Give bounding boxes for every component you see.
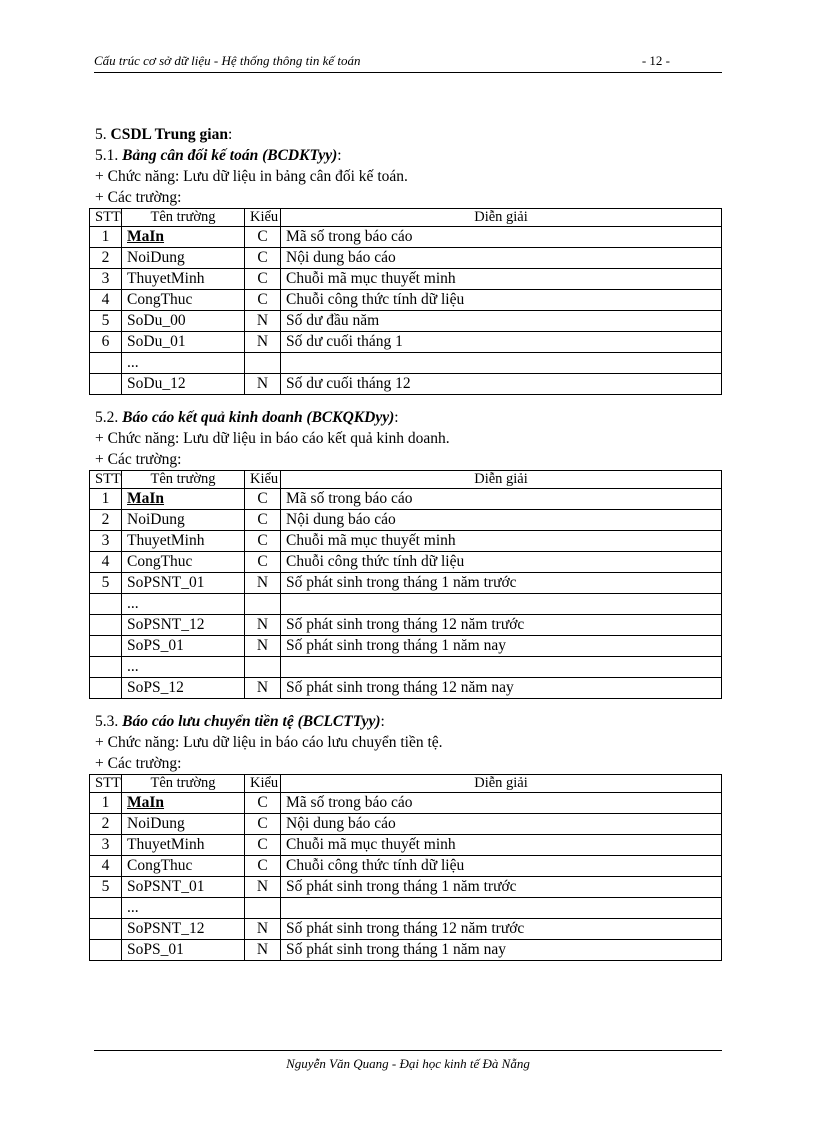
cell-type: C — [245, 227, 281, 248]
cell-field-name: CongThuc — [122, 290, 245, 311]
cell-stt: 5 — [90, 311, 122, 332]
cell-stt: 5 — [90, 573, 122, 594]
cell-type: C — [245, 290, 281, 311]
cell-type: N — [245, 636, 281, 657]
cell-type: N — [245, 877, 281, 898]
cell-stt: 4 — [90, 856, 122, 877]
table-row — [90, 269, 722, 290]
cell-description: Nội dung báo cáo — [281, 248, 722, 269]
column-header-type: Kiểu — [245, 775, 281, 793]
table-row — [90, 290, 722, 311]
cell-stt — [90, 615, 122, 636]
cell-field-name: CongThuc — [122, 552, 245, 573]
cell-field-name: ThuyetMinh — [122, 835, 245, 856]
table-row — [90, 940, 722, 961]
cell-type — [245, 353, 281, 374]
cell-type — [245, 594, 281, 615]
subsection — [95, 145, 730, 395]
page-footer — [94, 1050, 722, 1072]
subsection-number: 5.2. — [95, 409, 119, 426]
cell-type: C — [245, 835, 281, 856]
cell-stt: 4 — [90, 552, 122, 573]
table-row — [90, 657, 722, 678]
cell-description: Nội dung báo cáo — [281, 814, 722, 835]
table-row — [90, 332, 722, 353]
table-row — [90, 793, 722, 814]
page-header — [94, 50, 722, 73]
cell-description: Chuỗi mã mục thuyết minh — [281, 269, 722, 290]
cell-field-name: CongThuc — [122, 856, 245, 877]
cell-field-name: SoDu_00 — [122, 311, 245, 332]
column-header-stt: STT — [90, 209, 122, 227]
footer-text: Nguyễn Văn Quang - Đại học kinh tế Đà Nẵng — [286, 1056, 530, 1071]
cell-stt — [90, 353, 122, 374]
table-row — [90, 835, 722, 856]
table-row — [90, 573, 722, 594]
cell-description — [281, 353, 722, 374]
cell-type: C — [245, 552, 281, 573]
table-header-row — [90, 775, 722, 793]
cell-stt: 1 — [90, 489, 122, 510]
column-header-name: Tên trường — [122, 471, 245, 489]
column-header-type: Kiểu — [245, 471, 281, 489]
column-header-desc: Diễn giải — [281, 209, 722, 227]
column-header-stt: STT — [90, 471, 122, 489]
cell-stt — [90, 594, 122, 615]
cell-description: Số phát sinh trong tháng 1 năm nay — [281, 940, 722, 961]
function-description: + Chức năng: Lưu dữ liệu in báo cáo kết quả kinh doanh. — [95, 430, 450, 447]
cell-field-name: NoiDung — [122, 814, 245, 835]
cell-description: Số phát sinh trong tháng 12 năm trước — [281, 615, 722, 636]
cell-description: Số phát sinh trong tháng 12 năm nay — [281, 678, 722, 699]
cell-field-name: SoDu_12 — [122, 374, 245, 395]
cell-stt: 2 — [90, 248, 122, 269]
subsection-number: 5.3. — [95, 713, 119, 730]
subsection-name: Báo cáo lưu chuyển tiền tệ (BCLCTTyy) — [122, 713, 381, 730]
cell-field-name: SoPS_01 — [122, 636, 245, 657]
cell-type: C — [245, 531, 281, 552]
cell-stt — [90, 657, 122, 678]
table-row — [90, 814, 722, 835]
cell-type: C — [245, 856, 281, 877]
table-row — [90, 594, 722, 615]
cell-stt: 2 — [90, 510, 122, 531]
cell-field-name: ThuyetMinh — [122, 531, 245, 552]
cell-field-name: SoPSNT_12 — [122, 919, 245, 940]
column-header-desc: Diễn giải — [281, 471, 722, 489]
subsection-name: Báo cáo kết quả kinh doanh (BCKQKDyy) — [122, 409, 395, 426]
fields-label: + Các trường: — [95, 755, 182, 772]
cell-description: Số dư cuối tháng 1 — [281, 332, 722, 353]
column-header-name: Tên trường — [122, 209, 245, 227]
fields-label: + Các trường: — [95, 189, 182, 206]
heading-suffix: : — [227, 126, 233, 143]
cell-description: Chuỗi công thức tính dữ liệu — [281, 856, 722, 877]
cell-type: C — [245, 489, 281, 510]
table-row — [90, 227, 722, 248]
cell-field-name: SoPSNT_01 — [122, 877, 245, 898]
header-title: Cấu trúc cơ sở dữ liệu - Hệ thống thông tin kế toán — [94, 53, 361, 68]
cell-description: Số phát sinh trong tháng 1 năm nay — [281, 636, 722, 657]
column-header-type: Kiểu — [245, 209, 281, 227]
table-row — [90, 353, 722, 374]
cell-description: Chuỗi công thức tính dữ liệu — [281, 290, 722, 311]
table-row — [90, 856, 722, 877]
cell-description — [281, 657, 722, 678]
cell-description: Số phát sinh trong tháng 12 năm trước — [281, 919, 722, 940]
heading-number: 5. — [95, 126, 107, 143]
cell-stt: 6 — [90, 332, 122, 353]
function-description: + Chức năng: Lưu dữ liệu in báo cáo lưu chuyển tiền tệ. — [95, 734, 443, 751]
cell-stt: 3 — [90, 835, 122, 856]
cell-description: Số phát sinh trong tháng 1 năm trước — [281, 573, 722, 594]
section-heading — [95, 124, 730, 145]
cell-description — [281, 594, 722, 615]
fields-table — [89, 470, 722, 699]
fields-label: + Các trường: — [95, 451, 182, 468]
column-header-name: Tên trường — [122, 775, 245, 793]
cell-type: N — [245, 678, 281, 699]
cell-field-name: ThuyetMinh — [122, 269, 245, 290]
cell-field-name: MaIn — [122, 793, 245, 814]
cell-type: N — [245, 940, 281, 961]
table-row — [90, 531, 722, 552]
cell-stt — [90, 636, 122, 657]
cell-stt — [90, 898, 122, 919]
cell-stt — [90, 919, 122, 940]
cell-stt: 1 — [90, 227, 122, 248]
cell-field-name: ... — [122, 898, 245, 919]
cell-stt: 2 — [90, 814, 122, 835]
cell-field-name: ... — [122, 594, 245, 615]
subsections — [95, 145, 730, 961]
cell-type: C — [245, 510, 281, 531]
table-header-row — [90, 471, 722, 489]
table-row — [90, 615, 722, 636]
cell-description — [281, 898, 722, 919]
table-row — [90, 311, 722, 332]
cell-field-name: SoPSNT_12 — [122, 615, 245, 636]
cell-field-name: MaIn — [122, 227, 245, 248]
fields-table — [89, 208, 722, 395]
cell-type: C — [245, 793, 281, 814]
table-row — [90, 510, 722, 531]
subsection-title: 5.3. Báo cáo lưu chuyển tiền tệ (BCLCTTyy): — [95, 713, 385, 730]
cell-type: N — [245, 374, 281, 395]
heading-title: CSDL Trung gian — [110, 126, 228, 143]
cell-description: Mã số trong báo cáo — [281, 489, 722, 510]
cell-stt — [90, 678, 122, 699]
cell-description: Chuỗi công thức tính dữ liệu — [281, 552, 722, 573]
cell-field-name: SoPSNT_01 — [122, 573, 245, 594]
function-description: + Chức năng: Lưu dữ liệu in bảng cân đối kế toán. — [95, 168, 408, 185]
column-header-desc: Diễn giải — [281, 775, 722, 793]
subsection — [95, 407, 730, 699]
table-row — [90, 374, 722, 395]
cell-stt: 5 — [90, 877, 122, 898]
cell-description: Mã số trong báo cáo — [281, 227, 722, 248]
cell-stt: 1 — [90, 793, 122, 814]
cell-type — [245, 898, 281, 919]
document-body — [95, 124, 730, 961]
cell-type: N — [245, 332, 281, 353]
cell-description: Chuỗi mã mục thuyết minh — [281, 835, 722, 856]
fields-table — [89, 774, 722, 961]
cell-field-name: ... — [122, 657, 245, 678]
table-row — [90, 248, 722, 269]
cell-field-name: SoPS_12 — [122, 678, 245, 699]
cell-description: Mã số trong báo cáo — [281, 793, 722, 814]
table-row — [90, 678, 722, 699]
cell-type: N — [245, 311, 281, 332]
cell-type: C — [245, 269, 281, 290]
table-row — [90, 489, 722, 510]
cell-type: N — [245, 573, 281, 594]
subsection-number: 5.1. — [95, 147, 119, 164]
cell-field-name: NoiDung — [122, 510, 245, 531]
cell-description: Chuỗi mã mục thuyết minh — [281, 531, 722, 552]
cell-description: Số dư đầu năm — [281, 311, 722, 332]
table-header-row — [90, 209, 722, 227]
table-row — [90, 877, 722, 898]
table-row — [90, 636, 722, 657]
cell-field-name: SoDu_01 — [122, 332, 245, 353]
cell-stt — [90, 374, 122, 395]
table-row — [90, 898, 722, 919]
table-row — [90, 552, 722, 573]
cell-type: N — [245, 615, 281, 636]
subsection-title: 5.1. Bảng cân đối kế toán (BCDKTyy): — [95, 147, 342, 164]
cell-stt — [90, 940, 122, 961]
table-row — [90, 919, 722, 940]
cell-field-name: NoiDung — [122, 248, 245, 269]
cell-stt: 4 — [90, 290, 122, 311]
subsection — [95, 711, 730, 961]
cell-description: Số dư cuối tháng 12 — [281, 374, 722, 395]
column-header-stt: STT — [90, 775, 122, 793]
cell-type — [245, 657, 281, 678]
cell-stt: 3 — [90, 269, 122, 290]
cell-type: C — [245, 814, 281, 835]
cell-stt: 3 — [90, 531, 122, 552]
cell-description: Số phát sinh trong tháng 1 năm trước — [281, 877, 722, 898]
cell-description: Nội dung báo cáo — [281, 510, 722, 531]
page-number: - 12 - — [641, 53, 670, 68]
cell-field-name: MaIn — [122, 489, 245, 510]
subsection-title: 5.2. Báo cáo kết quả kinh doanh (BCKQKDyy): — [95, 409, 399, 426]
cell-field-name: SoPS_01 — [122, 940, 245, 961]
cell-type: C — [245, 248, 281, 269]
subsection-name: Bảng cân đối kế toán (BCDKTyy) — [122, 147, 338, 164]
cell-type: N — [245, 919, 281, 940]
cell-field-name: ... — [122, 353, 245, 374]
